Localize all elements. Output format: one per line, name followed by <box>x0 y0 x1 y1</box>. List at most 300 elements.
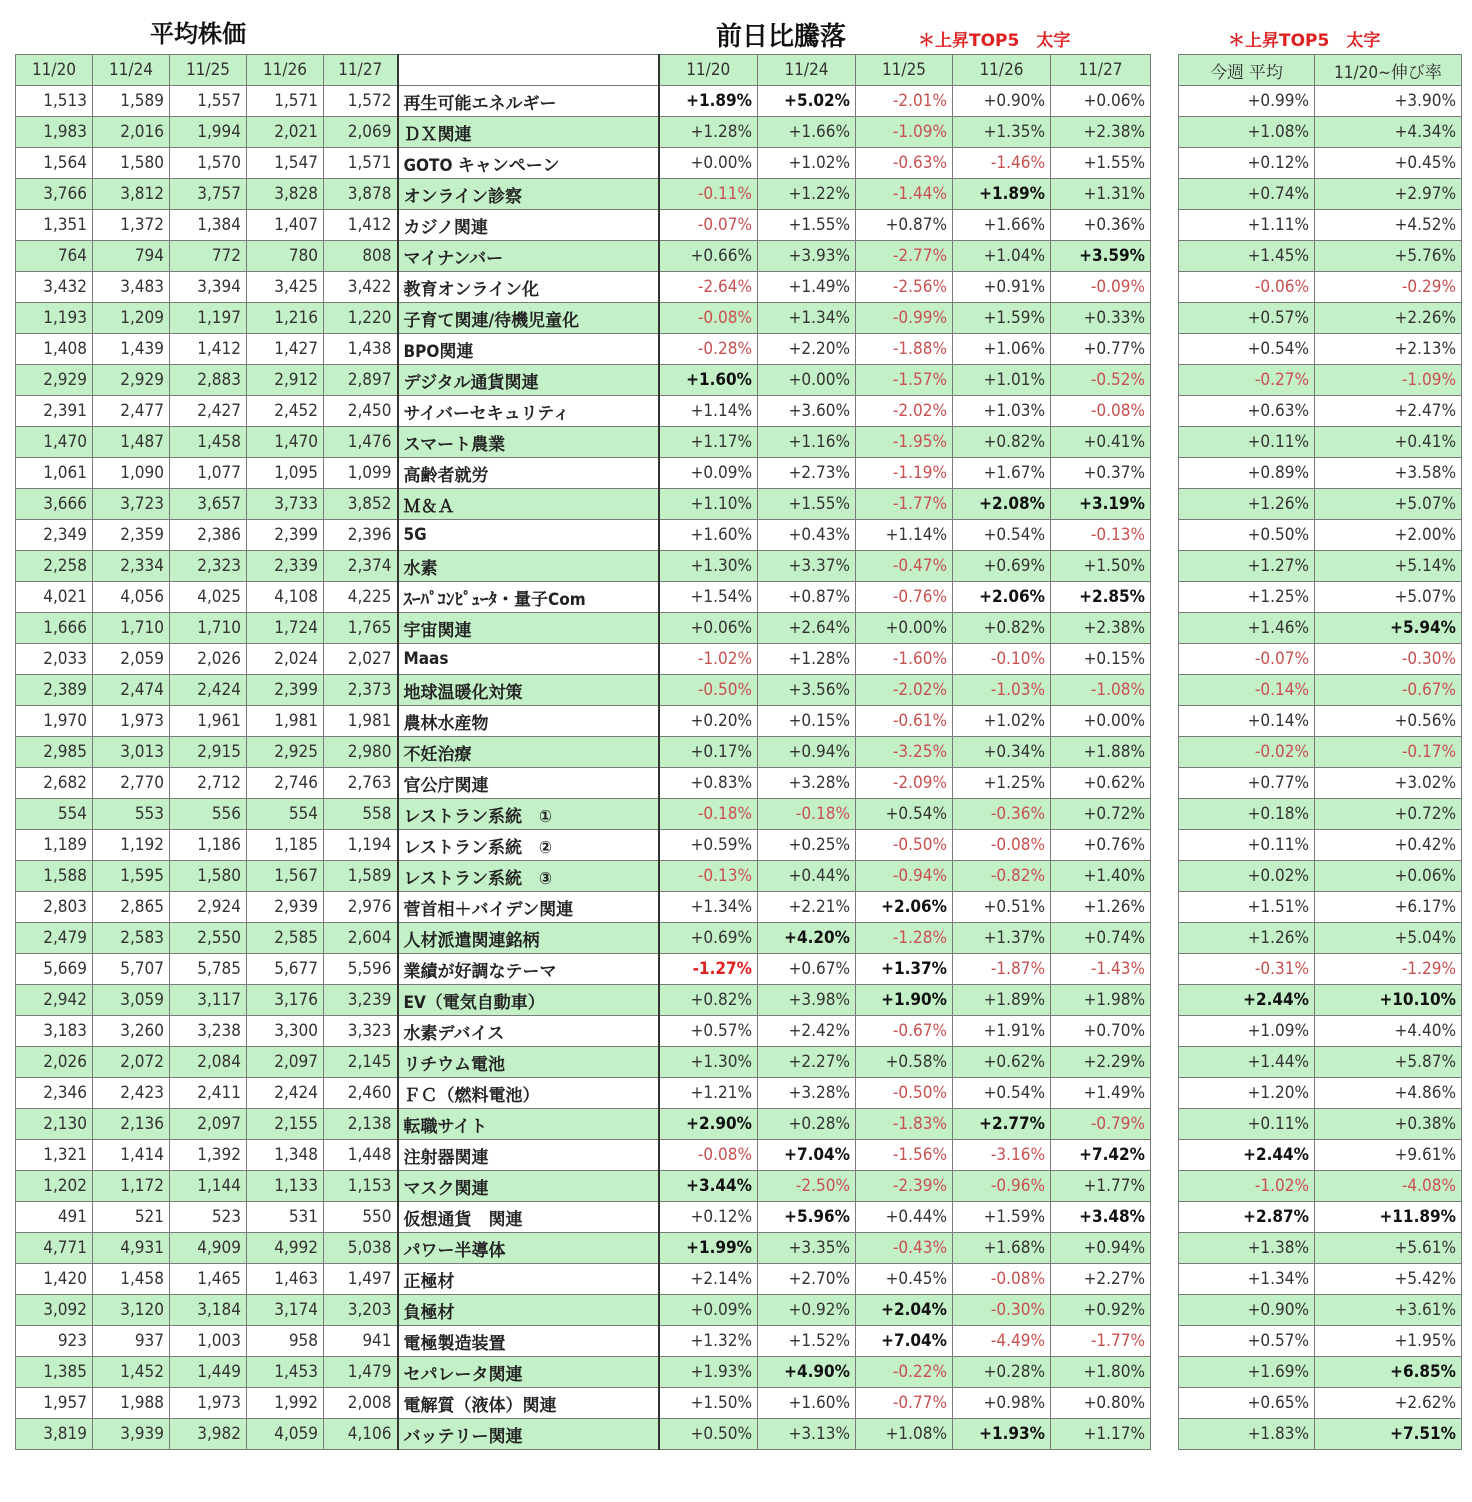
weekly-avg-header: 今週 平均 <box>1179 55 1315 86</box>
change-cell: +1.30% <box>659 1047 758 1078</box>
growth-cell: +6.17% <box>1315 892 1462 923</box>
change-cell: +0.91% <box>953 272 1051 303</box>
price-cell: 1,385 <box>16 1357 93 1388</box>
change-cell: +0.87% <box>856 210 953 241</box>
price-cell: 1,372 <box>93 210 170 241</box>
change-cell: +1.60% <box>758 1388 856 1419</box>
price-cell: 1,571 <box>247 86 324 117</box>
price-cell: 2,424 <box>247 1078 324 1109</box>
weekly-avg-cell: +1.27% <box>1179 551 1315 582</box>
theme-name: 仮想通貨 関連 <box>398 1202 659 1233</box>
table-row <box>16 1419 1151 1450</box>
theme-name: パワー半導体 <box>398 1233 659 1264</box>
theme-name: 5G <box>398 520 659 551</box>
change-cell: -4.49% <box>953 1326 1051 1357</box>
price-cell: 2,929 <box>93 365 170 396</box>
price-cell: 1,589 <box>324 861 398 892</box>
change-cell: +7.42% <box>1051 1140 1151 1171</box>
summary-row <box>1179 799 1462 830</box>
change-cell: +1.30% <box>659 551 758 582</box>
price-cell: 1,666 <box>16 613 93 644</box>
price-cell: 558 <box>324 799 398 830</box>
change-cell: -2.77% <box>856 241 953 272</box>
theme-name: 転職サイト <box>398 1109 659 1140</box>
theme-name: カジノ関連 <box>398 210 659 241</box>
theme-name: 高齢者就労 <box>398 458 659 489</box>
price-cell: 2,389 <box>16 675 93 706</box>
summary-row <box>1179 489 1462 520</box>
table-row <box>16 644 1151 675</box>
theme-name: EV（電気自動車） <box>398 985 659 1016</box>
price-cell: 3,238 <box>170 1016 247 1047</box>
price-cell: 1,202 <box>16 1171 93 1202</box>
price-cell: 1,351 <box>16 210 93 241</box>
theme-name: 電極製造装置 <box>398 1326 659 1357</box>
weekly-avg-cell: +0.77% <box>1179 768 1315 799</box>
weekly-avg-cell: +1.51% <box>1179 892 1315 923</box>
price-cell: 2,399 <box>247 520 324 551</box>
change-cell: -0.67% <box>856 1016 953 1047</box>
price-cell: 5,669 <box>16 954 93 985</box>
weekly-avg-cell: +0.90% <box>1179 1295 1315 1326</box>
change-cell: +1.31% <box>1051 179 1151 210</box>
change-cell: -3.16% <box>953 1140 1051 1171</box>
theme-name: 水素 <box>398 551 659 582</box>
theme-price-table <box>15 54 1151 1450</box>
price-cell: 554 <box>16 799 93 830</box>
price-cell: 2,399 <box>247 675 324 706</box>
price-cell: 531 <box>247 1202 324 1233</box>
change-cell: +1.91% <box>953 1016 1051 1047</box>
price-cell: 1,557 <box>170 86 247 117</box>
table-row <box>16 210 1151 241</box>
change-cell: +1.89% <box>953 179 1051 210</box>
average-price-title: 平均株価 <box>150 20 246 48</box>
price-cell: 1,470 <box>16 427 93 458</box>
change-cell: -0.63% <box>856 148 953 179</box>
side-header-row <box>1179 55 1462 86</box>
change-cell: -0.76% <box>856 582 953 613</box>
change-cell: +0.82% <box>953 427 1051 458</box>
change-cell: +2.04% <box>856 1295 953 1326</box>
change-cell: -1.09% <box>856 117 953 148</box>
price-cell: 1,595 <box>93 861 170 892</box>
change-date-header: 11/24 <box>758 55 856 86</box>
price-cell: 3,819 <box>16 1419 93 1450</box>
weekly-avg-cell: +1.08% <box>1179 117 1315 148</box>
growth-cell: +3.61% <box>1315 1295 1462 1326</box>
change-cell: +0.28% <box>758 1109 856 1140</box>
price-cell: 2,021 <box>247 117 324 148</box>
table-row <box>16 1078 1151 1109</box>
growth-cell: +2.26% <box>1315 303 1462 334</box>
change-cell: +1.59% <box>953 1202 1051 1233</box>
price-cell: 780 <box>247 241 324 272</box>
price-cell: 491 <box>16 1202 93 1233</box>
table-row <box>16 923 1151 954</box>
price-cell: 2,059 <box>93 644 170 675</box>
change-cell: -0.13% <box>659 861 758 892</box>
price-cell: 1,439 <box>93 334 170 365</box>
price-cell: 2,323 <box>170 551 247 582</box>
change-cell: +3.19% <box>1051 489 1151 520</box>
price-cell: 1,981 <box>324 706 398 737</box>
summary-row <box>1179 241 1462 272</box>
change-cell: +0.17% <box>659 737 758 768</box>
price-cell: 2,712 <box>170 768 247 799</box>
change-cell: +0.51% <box>953 892 1051 923</box>
change-cell: -2.50% <box>758 1171 856 1202</box>
change-cell: -1.27% <box>659 954 758 985</box>
weekly-avg-cell: +0.14% <box>1179 706 1315 737</box>
price-cell: 2,136 <box>93 1109 170 1140</box>
table-row <box>16 675 1151 706</box>
change-cell: +1.16% <box>758 427 856 458</box>
change-cell: +1.28% <box>659 117 758 148</box>
price-cell: 5,785 <box>170 954 247 985</box>
top5-note-side: ＊上昇TOP5 太字 <box>1228 31 1381 51</box>
price-cell: 2,396 <box>324 520 398 551</box>
price-cell: 2,346 <box>16 1078 93 1109</box>
price-cell: 2,924 <box>170 892 247 923</box>
price-cell: 5,596 <box>324 954 398 985</box>
growth-cell: +10.10% <box>1315 985 1462 1016</box>
theme-name: 業績が好調なテーマ <box>398 954 659 985</box>
price-cell: 2,980 <box>324 737 398 768</box>
change-cell: -0.61% <box>856 706 953 737</box>
price-cell: 1,408 <box>16 334 93 365</box>
theme-name: 注射器関連 <box>398 1140 659 1171</box>
price-cell: 523 <box>170 1202 247 1233</box>
growth-cell: +2.62% <box>1315 1388 1462 1419</box>
change-cell: +3.28% <box>758 768 856 799</box>
price-cell: 1,970 <box>16 706 93 737</box>
change-cell: +3.44% <box>659 1171 758 1202</box>
change-cell: +1.37% <box>856 954 953 985</box>
growth-cell: -0.17% <box>1315 737 1462 768</box>
price-cell: 1,547 <box>247 148 324 179</box>
price-cell: 1,220 <box>324 303 398 334</box>
price-cell: 1,580 <box>93 148 170 179</box>
price-cell: 2,145 <box>324 1047 398 1078</box>
change-cell: +0.33% <box>1051 303 1151 334</box>
weekly-avg-cell: +0.54% <box>1179 334 1315 365</box>
change-cell: +0.54% <box>953 520 1051 551</box>
price-cell: 958 <box>247 1326 324 1357</box>
price-cell: 5,677 <box>247 954 324 985</box>
theme-name: ＤＸ関連 <box>398 117 659 148</box>
change-cell: -0.08% <box>1051 396 1151 427</box>
price-cell: 2,084 <box>170 1047 247 1078</box>
change-cell: -2.09% <box>856 768 953 799</box>
price-cell: 2,912 <box>247 365 324 396</box>
change-cell: +1.59% <box>953 303 1051 334</box>
summary-row <box>1179 1078 1462 1109</box>
change-cell: -2.02% <box>856 675 953 706</box>
weekly-avg-cell: +0.18% <box>1179 799 1315 830</box>
weekly-avg-cell: +1.11% <box>1179 210 1315 241</box>
theme-name: スマート農業 <box>398 427 659 458</box>
price-date-header: 11/24 <box>93 55 170 86</box>
change-cell: +1.99% <box>659 1233 758 1264</box>
table-row <box>16 1326 1151 1357</box>
price-cell: 4,108 <box>247 582 324 613</box>
price-cell: 3,878 <box>324 179 398 210</box>
growth-cell: +5.87% <box>1315 1047 1462 1078</box>
price-cell: 1,567 <box>247 861 324 892</box>
change-cell: -1.77% <box>856 489 953 520</box>
price-cell: 1,193 <box>16 303 93 334</box>
growth-cell: +6.85% <box>1315 1357 1462 1388</box>
weekly-avg-cell: -0.31% <box>1179 954 1315 985</box>
price-cell: 3,982 <box>170 1419 247 1450</box>
change-cell: +2.08% <box>953 489 1051 520</box>
table-row <box>16 768 1151 799</box>
change-cell: +1.93% <box>953 1419 1051 1450</box>
price-cell: 1,189 <box>16 830 93 861</box>
price-cell: 2,939 <box>247 892 324 923</box>
change-cell: +0.00% <box>1051 706 1151 737</box>
price-cell: 3,013 <box>93 737 170 768</box>
growth-cell: +4.86% <box>1315 1078 1462 1109</box>
price-cell: 1,077 <box>170 458 247 489</box>
price-cell: 1,476 <box>324 427 398 458</box>
price-cell: 2,915 <box>170 737 247 768</box>
price-cell: 3,757 <box>170 179 247 210</box>
growth-cell: +0.38% <box>1315 1109 1462 1140</box>
change-cell: +3.60% <box>758 396 856 427</box>
change-cell: +1.50% <box>659 1388 758 1419</box>
change-cell: +0.62% <box>953 1047 1051 1078</box>
price-cell: 2,155 <box>247 1109 324 1140</box>
price-cell: 2,386 <box>170 520 247 551</box>
change-cell: +1.04% <box>953 241 1051 272</box>
change-cell: +1.34% <box>659 892 758 923</box>
change-cell: +0.00% <box>856 613 953 644</box>
price-cell: 1,452 <box>93 1357 170 1388</box>
change-cell: +2.20% <box>758 334 856 365</box>
growth-cell: +0.56% <box>1315 706 1462 737</box>
price-cell: 1,412 <box>324 210 398 241</box>
change-cell: -2.64% <box>659 272 758 303</box>
price-cell: 1,465 <box>170 1264 247 1295</box>
price-cell: 1,994 <box>170 117 247 148</box>
top5-note-main: ＊上昇TOP5 太字 <box>918 31 1071 51</box>
change-cell: +1.40% <box>1051 861 1151 892</box>
change-cell: +0.67% <box>758 954 856 985</box>
change-cell: +1.25% <box>953 768 1051 799</box>
table-row <box>16 1016 1151 1047</box>
change-cell: -1.83% <box>856 1109 953 1140</box>
summary-row <box>1179 272 1462 303</box>
summary-row <box>1179 1109 1462 1140</box>
table-row <box>16 86 1151 117</box>
theme-name: 負極材 <box>398 1295 659 1326</box>
change-cell: +0.74% <box>1051 923 1151 954</box>
price-cell: 3,483 <box>93 272 170 303</box>
theme-name: セパレータ関連 <box>398 1357 659 1388</box>
price-cell: 2,942 <box>16 985 93 1016</box>
change-cell: +7.04% <box>758 1140 856 1171</box>
price-cell: 3,666 <box>16 489 93 520</box>
price-cell: 3,852 <box>324 489 398 520</box>
summary-row <box>1179 1140 1462 1171</box>
price-cell: 2,097 <box>170 1109 247 1140</box>
daily-change-title: 前日比騰落 <box>716 22 847 52</box>
price-cell: 1,470 <box>247 427 324 458</box>
weekly-avg-cell: +1.26% <box>1179 489 1315 520</box>
price-cell: 1,580 <box>170 861 247 892</box>
table-row <box>16 613 1151 644</box>
summary-row <box>1179 148 1462 179</box>
price-cell: 2,479 <box>16 923 93 954</box>
price-cell: 2,803 <box>16 892 93 923</box>
change-cell: +0.41% <box>1051 427 1151 458</box>
table-row <box>16 241 1151 272</box>
summary-row <box>1179 830 1462 861</box>
change-cell: +0.45% <box>856 1264 953 1295</box>
price-cell: 1,588 <box>16 861 93 892</box>
weekly-avg-cell: +0.50% <box>1179 520 1315 551</box>
price-cell: 554 <box>247 799 324 830</box>
price-cell: 923 <box>16 1326 93 1357</box>
price-cell: 550 <box>324 1202 398 1233</box>
summary-row <box>1179 1419 1462 1450</box>
growth-cell: +9.61% <box>1315 1140 1462 1171</box>
summary-row <box>1179 1295 1462 1326</box>
change-cell: -1.02% <box>659 644 758 675</box>
change-cell: -0.18% <box>758 799 856 830</box>
summary-row <box>1179 706 1462 737</box>
summary-row <box>1179 365 1462 396</box>
price-cell: 2,682 <box>16 768 93 799</box>
change-cell: +0.12% <box>659 1202 758 1233</box>
change-cell: +0.15% <box>1051 644 1151 675</box>
theme-name: 教育オンライン化 <box>398 272 659 303</box>
change-cell: -0.10% <box>953 644 1051 675</box>
weekly-avg-cell: -0.07% <box>1179 644 1315 675</box>
price-cell: 2,585 <box>247 923 324 954</box>
change-cell: +0.00% <box>758 365 856 396</box>
summary-row <box>1179 1016 1462 1047</box>
table-row <box>16 1202 1151 1233</box>
change-cell: +0.15% <box>758 706 856 737</box>
price-cell: 2,925 <box>247 737 324 768</box>
change-cell: -0.94% <box>856 861 953 892</box>
change-cell: +1.03% <box>953 396 1051 427</box>
price-cell: 1,570 <box>170 148 247 179</box>
change-cell: +0.80% <box>1051 1388 1151 1419</box>
growth-header: 11/20~伸び率 <box>1315 55 1462 86</box>
summary-row <box>1179 117 1462 148</box>
theme-name: レストラン系統 ① <box>398 799 659 830</box>
price-cell: 3,812 <box>93 179 170 210</box>
change-cell: +1.80% <box>1051 1357 1151 1388</box>
price-cell: 3,260 <box>93 1016 170 1047</box>
price-cell: 1,710 <box>170 613 247 644</box>
price-cell: 1,513 <box>16 86 93 117</box>
growth-cell: -0.29% <box>1315 272 1462 303</box>
price-cell: 3,184 <box>170 1295 247 1326</box>
change-cell: +0.94% <box>1051 1233 1151 1264</box>
price-cell: 521 <box>93 1202 170 1233</box>
change-cell: +0.50% <box>659 1419 758 1450</box>
theme-name: 農林水産物 <box>398 706 659 737</box>
change-cell: -1.19% <box>856 458 953 489</box>
summary-row <box>1179 179 1462 210</box>
growth-cell: -1.09% <box>1315 365 1462 396</box>
change-cell: +3.93% <box>758 241 856 272</box>
summary-row <box>1179 985 1462 1016</box>
price-cell: 2,550 <box>170 923 247 954</box>
table-row <box>16 1233 1151 1264</box>
summary-row <box>1179 1233 1462 1264</box>
price-cell: 1,564 <box>16 148 93 179</box>
change-cell: +3.35% <box>758 1233 856 1264</box>
change-cell: +1.22% <box>758 179 856 210</box>
summary-row <box>1179 768 1462 799</box>
change-cell: +1.28% <box>758 644 856 675</box>
change-cell: +0.36% <box>1051 210 1151 241</box>
summary-row <box>1179 675 1462 706</box>
summary-row <box>1179 458 1462 489</box>
change-cell: +3.28% <box>758 1078 856 1109</box>
change-cell: -0.50% <box>856 830 953 861</box>
price-cell: 1,983 <box>16 117 93 148</box>
theme-name: デジタル通貨関連 <box>398 365 659 396</box>
change-cell: +2.14% <box>659 1264 758 1295</box>
theme-name: 不妊治療 <box>398 737 659 768</box>
change-cell: +0.57% <box>659 1016 758 1047</box>
change-cell: +1.26% <box>1051 892 1151 923</box>
change-cell: +0.98% <box>953 1388 1051 1419</box>
change-cell: +0.83% <box>659 768 758 799</box>
change-date-header: 11/26 <box>953 55 1051 86</box>
change-cell: +2.29% <box>1051 1047 1151 1078</box>
theme-header <box>398 55 659 86</box>
change-cell: -0.11% <box>659 179 758 210</box>
change-cell: +1.10% <box>659 489 758 520</box>
change-cell: -1.60% <box>856 644 953 675</box>
change-cell: -0.77% <box>856 1388 953 1419</box>
price-cell: 2,008 <box>324 1388 398 1419</box>
change-date-header: 11/25 <box>856 55 953 86</box>
change-cell: +2.90% <box>659 1109 758 1140</box>
price-cell: 2,746 <box>247 768 324 799</box>
growth-cell: -0.30% <box>1315 644 1462 675</box>
weekly-avg-cell: +0.65% <box>1179 1388 1315 1419</box>
growth-cell: +0.41% <box>1315 427 1462 458</box>
price-cell: 3,422 <box>324 272 398 303</box>
growth-cell: +4.40% <box>1315 1016 1462 1047</box>
theme-name: 子育て関連/待機児童化 <box>398 303 659 334</box>
price-cell: 2,411 <box>170 1078 247 1109</box>
price-cell: 3,059 <box>93 985 170 1016</box>
price-cell: 941 <box>324 1326 398 1357</box>
change-cell: +1.55% <box>758 489 856 520</box>
price-cell: 2,763 <box>324 768 398 799</box>
price-cell: 1,981 <box>247 706 324 737</box>
price-cell: 2,583 <box>93 923 170 954</box>
price-cell: 1,973 <box>170 1388 247 1419</box>
change-cell: +0.09% <box>659 1295 758 1326</box>
change-cell: +1.90% <box>856 985 953 1016</box>
table-row <box>16 799 1151 830</box>
weekly-avg-cell: +1.25% <box>1179 582 1315 613</box>
change-cell: -1.88% <box>856 334 953 365</box>
table-row <box>16 892 1151 923</box>
price-cell: 1,412 <box>170 334 247 365</box>
